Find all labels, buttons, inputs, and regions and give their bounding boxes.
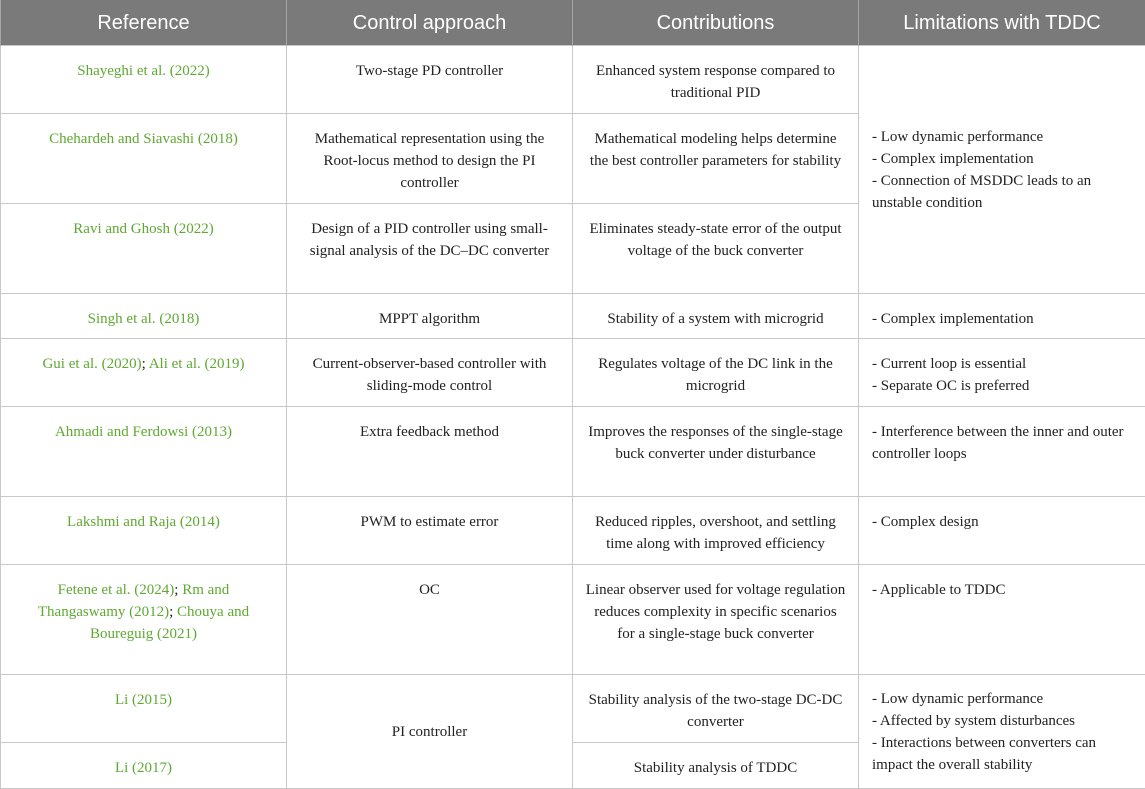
contribution-cell: Eliminates steady-state error of the output voltage of the buck converter: [573, 204, 859, 294]
reference-link[interactable]: Li (2017): [115, 760, 172, 776]
approach-cell: Current-observer-based controller with sliding-mode control: [287, 339, 573, 407]
limitations-cell: [859, 675, 1145, 789]
reference-link[interactable]: Ali et al. (2019): [149, 356, 245, 372]
contribution-cell: Stability analysis of the two-stage DC-DC converter: [573, 675, 859, 743]
header-reference: Reference: [1, 0, 287, 46]
reference-separator: ;: [169, 604, 177, 620]
limitation-item: - Affected by system disturbances: [872, 710, 1133, 732]
limitation-item: - Interactions between converters can impact the overall stability: [872, 732, 1133, 776]
reference-cell: [1, 46, 287, 114]
limitations-cell: [859, 565, 1145, 675]
limitations-cell: [859, 46, 1145, 294]
contribution-cell: Improves the responses of the single-stage buck converter under disturbance: [573, 407, 859, 497]
limitations-cell: [859, 294, 1145, 339]
contribution-cell: Linear observer used for voltage regulation reduces complexity in specific scenarios for a single-stage buck converter: [573, 565, 859, 675]
table-row: [1, 46, 1145, 114]
table-row: [1, 675, 1145, 743]
limitation-item: - Separate OC is preferred: [872, 375, 1133, 397]
header-contributions: Contributions: [573, 0, 859, 46]
reference-cell: [1, 294, 287, 339]
table-row: [1, 339, 1145, 407]
table-row: [1, 407, 1145, 497]
limitation-item: - Low dynamic performance: [872, 688, 1133, 710]
approach-cell: Two-stage PD controller: [287, 46, 573, 114]
contribution-cell: Regulates voltage of the DC link in the microgrid: [573, 339, 859, 407]
limitation-item: - Complex implementation: [872, 148, 1133, 170]
contribution-cell: Mathematical modeling helps determine the best controller parameters for stability: [573, 114, 859, 204]
table-row: [1, 565, 1145, 675]
approach-cell: Extra feedback method: [287, 407, 573, 497]
reference-link[interactable]: Ahmadi and Ferdowsi (2013): [55, 424, 232, 440]
table-row: [1, 294, 1145, 339]
reference-link[interactable]: Singh et al. (2018): [88, 311, 200, 327]
table-row: [1, 497, 1145, 565]
limitation-item: - Connection of MSDDC leads to an unstable condition: [872, 170, 1133, 214]
approach-cell: OC: [287, 565, 573, 675]
approach-cell: Design of a PID controller using small-signal analysis of the DC–DC converter: [287, 204, 573, 294]
contribution-cell: Stability analysis of TDDC: [573, 743, 859, 789]
header-limitations: Limitations with TDDC: [859, 0, 1145, 46]
reference-cell: [1, 204, 287, 294]
header-control-approach: Control approach: [287, 0, 573, 46]
approach-cell: Mathematical representation using the Root-locus method to design the PI controller: [287, 114, 573, 204]
reference-separator: ;: [174, 582, 182, 598]
contribution-cell: Reduced ripples, overshoot, and settling time along with improved efficiency: [573, 497, 859, 565]
reference-cell: [1, 743, 287, 789]
reference-link[interactable]: Ravi and Ghosh (2022): [73, 221, 213, 237]
reference-link[interactable]: Li (2015): [115, 692, 172, 708]
limitations-cell: [859, 407, 1145, 497]
reference-link[interactable]: Fetene et al. (2024): [58, 582, 175, 598]
reference-cell: [1, 497, 287, 565]
reference-cell: [1, 339, 287, 407]
reference-cell: [1, 675, 287, 743]
limitations-cell: [859, 339, 1145, 407]
reference-cell: [1, 565, 287, 675]
limitation-item: - Low dynamic performance: [872, 126, 1133, 148]
contribution-cell: Enhanced system response compared to traditional PID: [573, 46, 859, 114]
reference-link[interactable]: Chouya and Boureguig (2021): [90, 604, 249, 642]
limitation-item: - Interference between the inner and outer controller loops: [872, 421, 1133, 465]
reference-link[interactable]: Chehardeh and Siavashi (2018): [49, 131, 238, 147]
reference-cell: [1, 407, 287, 497]
limitation-item: - Complex design: [872, 511, 1133, 533]
reference-link[interactable]: Lakshmi and Raja (2014): [67, 514, 220, 530]
limitation-item: - Complex implementation: [872, 308, 1133, 330]
limitation-item: - Applicable to TDDC: [872, 579, 1133, 601]
limitation-item: - Current loop is essential: [872, 353, 1133, 375]
approach-cell: MPPT algorithm: [287, 294, 573, 339]
header-row: [1, 0, 1145, 46]
reference-separator: ;: [142, 356, 149, 372]
reference-link[interactable]: Rm and Thangaswamy (2012): [38, 582, 229, 620]
reference-link[interactable]: Gui et al. (2020): [42, 356, 141, 372]
contribution-cell: Stability of a system with microgrid: [573, 294, 859, 339]
reference-cell: [1, 114, 287, 204]
reference-link[interactable]: Shayeghi et al. (2022): [77, 63, 209, 79]
approach-cell: PI controller: [287, 675, 573, 789]
limitations-cell: [859, 497, 1145, 565]
approach-cell: PWM to estimate error: [287, 497, 573, 565]
